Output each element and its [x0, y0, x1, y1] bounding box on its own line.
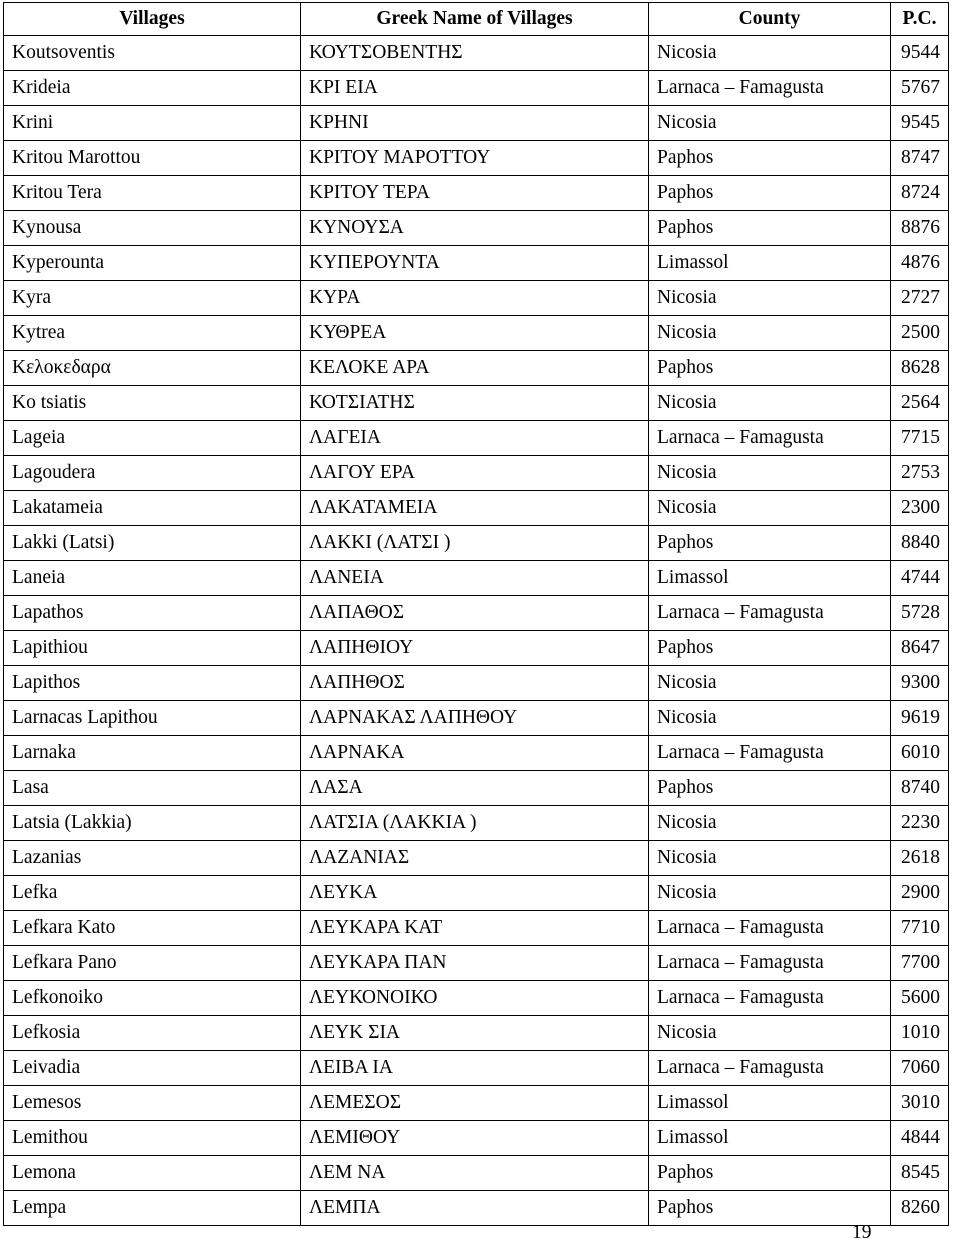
greek-name-cell: ΛΑΖΑΝΙΑΣ — [301, 841, 649, 876]
village-name-cell: Lagoudera — [4, 456, 301, 491]
village-name-cell: Larnaka — [4, 736, 301, 771]
greek-name-cell: ΛΕΜΙΘΟΥ — [301, 1121, 649, 1156]
postal-code-cell: 8545 — [891, 1156, 949, 1191]
greek-name-cell: ΛΕΜ ΝΑ — [301, 1156, 649, 1191]
table-row — [4, 561, 949, 596]
greek-name-cell: ΛΑΡΝΑΚΑΣ ΛΑΠΗΘΟΥ — [301, 701, 649, 736]
table-body — [4, 36, 949, 1226]
table-row — [4, 386, 949, 421]
table-row — [4, 1121, 949, 1156]
village-name-cell: Latsia (Lakkia) — [4, 806, 301, 841]
county-cell: Larnaca – Famagusta — [649, 1051, 891, 1086]
postal-code-cell: 2300 — [891, 491, 949, 526]
postal-code-cell: 8724 — [891, 176, 949, 211]
county-cell: Limassol — [649, 561, 891, 596]
greek-name-cell: ΛΑΓΕΙΑ — [301, 421, 649, 456]
postal-code-cell: 7715 — [891, 421, 949, 456]
village-name-cell: Lapithiou — [4, 631, 301, 666]
county-cell: Nicosia — [649, 876, 891, 911]
village-name-cell: Lefka — [4, 876, 301, 911]
postal-code-cell: 1010 — [891, 1016, 949, 1051]
village-name-cell: Kritou Tera — [4, 176, 301, 211]
table-row — [4, 771, 949, 806]
greek-name-cell: ΚΥΝΟΥΣΑ — [301, 211, 649, 246]
table-row — [4, 141, 949, 176]
postal-code-cell: 2564 — [891, 386, 949, 421]
county-cell: Larnaca – Famagusta — [649, 946, 891, 981]
village-name-cell: Κελοκεδαρα — [4, 351, 301, 386]
table-row — [4, 876, 949, 911]
county-cell: Paphos — [649, 141, 891, 176]
county-cell: Paphos — [649, 631, 891, 666]
county-cell: Limassol — [649, 1121, 891, 1156]
greek-name-cell: ΛΕΙΒΑ ΙΑ — [301, 1051, 649, 1086]
village-name-cell: Kritou Marottou — [4, 141, 301, 176]
table-row — [4, 631, 949, 666]
header-greek-name: Greek Name of Villages — [301, 3, 649, 36]
table-row — [4, 456, 949, 491]
greek-name-cell: ΛΕΥΚΑ — [301, 876, 649, 911]
villages-table — [3, 2, 949, 1226]
county-cell: Larnaca – Famagusta — [649, 596, 891, 631]
greek-name-cell: ΛΑΚΚΙ (ΛΑΤΣΙ ) — [301, 526, 649, 561]
postal-code-cell: 9544 — [891, 36, 949, 71]
village-name-cell: Lazanias — [4, 841, 301, 876]
village-name-cell: Kyra — [4, 281, 301, 316]
village-name-cell: Laneia — [4, 561, 301, 596]
table-row — [4, 1051, 949, 1086]
county-cell: Limassol — [649, 1086, 891, 1121]
table-row — [4, 946, 949, 981]
village-name-cell: Lefkara Kato — [4, 911, 301, 946]
county-cell: Nicosia — [649, 281, 891, 316]
greek-name-cell: ΛΕΥΚΑΡΑ ΚΑΤ — [301, 911, 649, 946]
village-name-cell: Krini — [4, 106, 301, 141]
county-cell: Larnaca – Famagusta — [649, 911, 891, 946]
county-cell: Paphos — [649, 1191, 891, 1226]
table-row — [4, 526, 949, 561]
table-row — [4, 1191, 949, 1226]
postal-code-cell: 6010 — [891, 736, 949, 771]
village-name-cell: Larnacas Lapithou — [4, 701, 301, 736]
postal-code-cell: 9545 — [891, 106, 949, 141]
county-cell: Nicosia — [649, 841, 891, 876]
village-name-cell: Lemesos — [4, 1086, 301, 1121]
postal-code-cell: 7710 — [891, 911, 949, 946]
greek-name-cell: ΚΕΛΟΚΕ ΑΡΑ — [301, 351, 649, 386]
county-cell: Nicosia — [649, 106, 891, 141]
village-name-cell: Lapathos — [4, 596, 301, 631]
county-cell: Larnaca – Famagusta — [649, 736, 891, 771]
village-name-cell: Lemona — [4, 1156, 301, 1191]
county-cell: Paphos — [649, 176, 891, 211]
postal-code-cell: 8260 — [891, 1191, 949, 1226]
postal-code-cell: 2753 — [891, 456, 949, 491]
county-cell: Nicosia — [649, 491, 891, 526]
greek-name-cell: ΚΟΤΣΙΑΤΗΣ — [301, 386, 649, 421]
table-row — [4, 1016, 949, 1051]
greek-name-cell: ΚΥΘΡΕΑ — [301, 316, 649, 351]
village-name-cell: Leivadia — [4, 1051, 301, 1086]
county-cell: Nicosia — [649, 316, 891, 351]
greek-name-cell: ΛΑΡΝΑΚΑ — [301, 736, 649, 771]
village-name-cell: Lapithos — [4, 666, 301, 701]
table-row — [4, 701, 949, 736]
table-row — [4, 351, 949, 386]
greek-name-cell: ΚΥΠΕΡΟΥΝΤΑ — [301, 246, 649, 281]
greek-name-cell: ΛΑΠΗΘΟΣ — [301, 666, 649, 701]
table-row — [4, 666, 949, 701]
county-cell: Paphos — [649, 211, 891, 246]
greek-name-cell: ΛΕΜΕΣΟΣ — [301, 1086, 649, 1121]
postal-code-cell: 4876 — [891, 246, 949, 281]
village-name-cell: Ko tsiatis — [4, 386, 301, 421]
postal-code-cell: 2500 — [891, 316, 949, 351]
village-name-cell: Lasa — [4, 771, 301, 806]
greek-name-cell: ΚΟΥΤΣΟΒΕΝΤΗΣ — [301, 36, 649, 71]
county-cell: Paphos — [649, 1156, 891, 1191]
postal-code-cell: 2900 — [891, 876, 949, 911]
postal-code-cell: 2618 — [891, 841, 949, 876]
county-cell: Nicosia — [649, 1016, 891, 1051]
county-cell: Limassol — [649, 246, 891, 281]
county-cell: Larnaca – Famagusta — [649, 981, 891, 1016]
village-name-cell: Kyperounta — [4, 246, 301, 281]
postal-code-cell: 3010 — [891, 1086, 949, 1121]
postal-code-cell: 9619 — [891, 701, 949, 736]
greek-name-cell: ΛΕΥΚΑΡΑ ΠΑΝ — [301, 946, 649, 981]
table-row — [4, 421, 949, 456]
postal-code-cell: 7060 — [891, 1051, 949, 1086]
county-cell: Paphos — [649, 351, 891, 386]
county-cell: Nicosia — [649, 806, 891, 841]
postal-code-cell: 2727 — [891, 281, 949, 316]
postal-code-cell: 5767 — [891, 71, 949, 106]
postal-code-cell: 5728 — [891, 596, 949, 631]
table-row — [4, 1156, 949, 1191]
postal-code-cell: 8740 — [891, 771, 949, 806]
table-row — [4, 806, 949, 841]
table-row — [4, 246, 949, 281]
postal-code-cell: 8840 — [891, 526, 949, 561]
village-name-cell: Lakki (Latsi) — [4, 526, 301, 561]
table-row — [4, 36, 949, 71]
greek-name-cell: ΛΑΝΕΙΑ — [301, 561, 649, 596]
county-cell: Larnaca – Famagusta — [649, 71, 891, 106]
greek-name-cell: ΛΑΓΟΥ ΕΡΑ — [301, 456, 649, 491]
postal-code-cell: 4844 — [891, 1121, 949, 1156]
table-row — [4, 1086, 949, 1121]
postal-code-cell: 4744 — [891, 561, 949, 596]
table-row — [4, 211, 949, 246]
header-postal-code: P.C. — [891, 3, 949, 36]
greek-name-cell: ΛΑΠΗΘΙΟΥ — [301, 631, 649, 666]
greek-name-cell: ΛΕΥΚ ΣΙΑ — [301, 1016, 649, 1051]
greek-name-cell: ΚΥΡΑ — [301, 281, 649, 316]
greek-name-cell: ΛΕΥΚΟΝΟΙΚΟ — [301, 981, 649, 1016]
village-name-cell: Lakatameia — [4, 491, 301, 526]
greek-name-cell: ΛΑΚΑΤΑΜΕΙΑ — [301, 491, 649, 526]
postal-code-cell: 7700 — [891, 946, 949, 981]
county-cell: Nicosia — [649, 36, 891, 71]
table-row — [4, 491, 949, 526]
table-row — [4, 106, 949, 141]
postal-code-cell: 8747 — [891, 141, 949, 176]
header-villages: Villages — [4, 3, 301, 36]
page-number: 19 — [852, 1222, 872, 1243]
table-row — [4, 71, 949, 106]
table-header-row — [4, 3, 949, 36]
village-name-cell: Kytrea — [4, 316, 301, 351]
county-cell: Nicosia — [649, 701, 891, 736]
greek-name-cell: ΚΡΙ ΕΙΑ — [301, 71, 649, 106]
county-cell: Nicosia — [649, 666, 891, 701]
postal-code-cell: 8876 — [891, 211, 949, 246]
village-name-cell: Koutsoventis — [4, 36, 301, 71]
village-name-cell: Lefkonoiko — [4, 981, 301, 1016]
table-row — [4, 981, 949, 1016]
table-row — [4, 316, 949, 351]
header-county: County — [649, 3, 891, 36]
village-name-cell: Lefkosia — [4, 1016, 301, 1051]
postal-code-cell: 2230 — [891, 806, 949, 841]
postal-code-cell: 8628 — [891, 351, 949, 386]
county-cell: Paphos — [649, 526, 891, 561]
table-row — [4, 911, 949, 946]
greek-name-cell: ΚΡΗΝΙ — [301, 106, 649, 141]
greek-name-cell: ΚΡΙΤΟΥ ΜΑΡΟΤΤΟΥ — [301, 141, 649, 176]
table-row — [4, 281, 949, 316]
village-name-cell: Lageia — [4, 421, 301, 456]
village-name-cell: Lempa — [4, 1191, 301, 1226]
county-cell: Nicosia — [649, 386, 891, 421]
table-row — [4, 736, 949, 771]
county-cell: Larnaca – Famagusta — [649, 421, 891, 456]
greek-name-cell: ΛΑΠΑΘΟΣ — [301, 596, 649, 631]
table-row — [4, 841, 949, 876]
county-cell: Nicosia — [649, 456, 891, 491]
village-name-cell: Krideia — [4, 71, 301, 106]
greek-name-cell: ΛΕΜΠΑ — [301, 1191, 649, 1226]
table-row — [4, 596, 949, 631]
village-name-cell: Lemithou — [4, 1121, 301, 1156]
postal-code-cell: 8647 — [891, 631, 949, 666]
postal-code-cell: 5600 — [891, 981, 949, 1016]
postal-code-cell: 9300 — [891, 666, 949, 701]
village-name-cell: Kynousa — [4, 211, 301, 246]
greek-name-cell: ΛΑΣΑ — [301, 771, 649, 806]
greek-name-cell: ΛΑΤΣΙΑ (ΛΑΚΚΙΑ ) — [301, 806, 649, 841]
county-cell: Paphos — [649, 771, 891, 806]
village-name-cell: Lefkara Pano — [4, 946, 301, 981]
greek-name-cell: ΚΡΙΤΟΥ ΤΕΡΑ — [301, 176, 649, 211]
table-row — [4, 176, 949, 211]
